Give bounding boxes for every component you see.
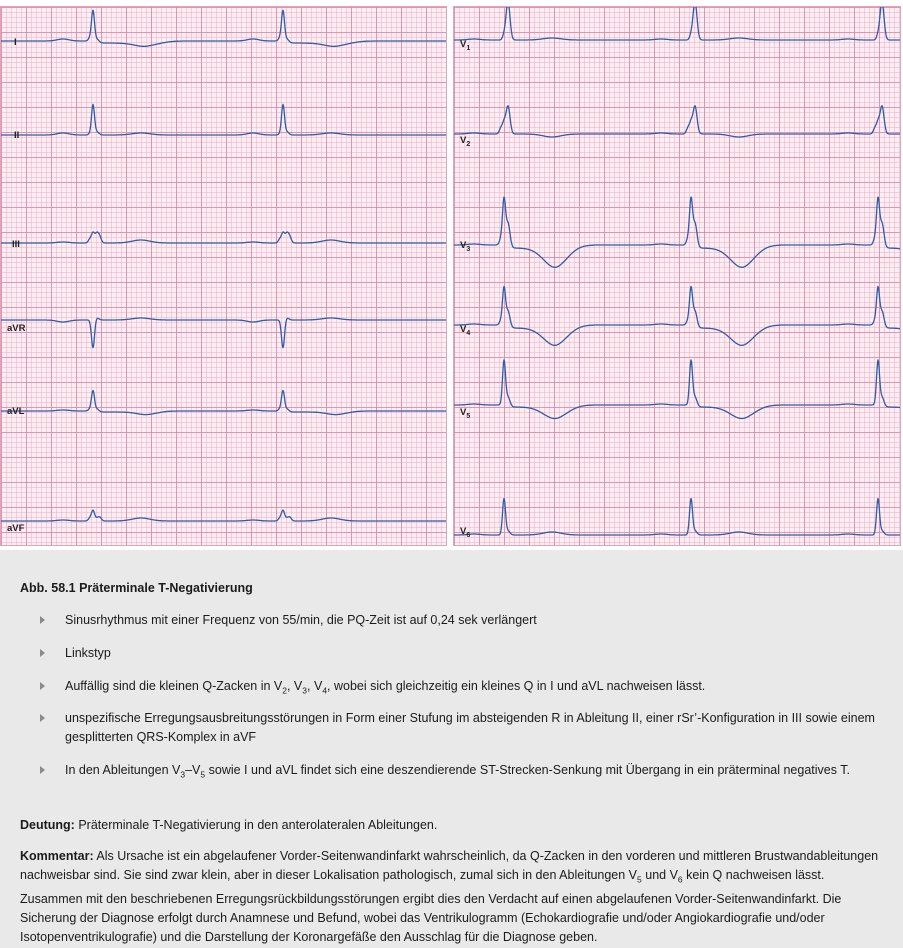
lead-label-aVF: aVF xyxy=(7,523,25,534)
interpretation-paragraph: Deutung: Präterminale T-Negativierung in den anterolateralen Ableitungen. xyxy=(20,818,438,832)
bullet-arrow-icon xyxy=(40,616,45,624)
ecg-trace xyxy=(1,510,446,521)
finding-text: unspezifische Erregungsausbreitungsstörungen in Form einer Stufung im absteigenden R in Ableitung II, einer rSr’-Konfiguration in III sowie einem gesplitterten QRS-Komplex in aVF xyxy=(65,711,875,744)
comment-label: Kommentar: xyxy=(20,849,94,863)
figure-caption-box xyxy=(0,550,903,948)
finding-text: Auffällig sind die kleinen Q-Zacken in $V_2$, $V_3$, $V_4$, wobei sich gleichzeitig ein kleines Q in I und aVL nachweisen lässt. xyxy=(65,679,706,696)
comment-paragraph: Kommentar: Als Ursache ist ein abgelaufener Vorder-Seitenwandinfarkt wahrscheinlich, da Q-Zacken in den vorderen und mittleren Brustwandableitungen nachweisbar sind. Sie sind zwar klein, aber in dieser Lokalisation pathologisch, zumal sich in den Ableitungen $V_5$ und $V_6$ kein Q nachweisen lässt. Zusammen mit den beschriebenen Erregungsrückbildungsstörungen ergibt dies den Verdacht auf einen abgelaufenen Vorder-Seitenwandinfarkt. Die Sicherung der Diagnose erfolgt durch Anamnese und Befund, wobei das Ventrikulogramm (Echokardiografie und/oder Angiokardiografie und/oder Isotopenventrikulografie) und die Darstellung der Koronargefäße den Ausschlag für die Diagnose geben. xyxy=(20,849,879,944)
lead-label-V4: $V_4$ xyxy=(460,324,471,337)
ecg-trace xyxy=(1,104,446,135)
lead-label-II: II xyxy=(14,130,20,141)
lead-label-aVL: aVL xyxy=(7,406,25,417)
lead-label-I: I xyxy=(14,37,17,48)
lead-label-V2: $V_2$ xyxy=(460,135,471,148)
bullet-arrow-icon xyxy=(40,649,45,657)
ecg-chest-traces xyxy=(454,7,900,545)
ecg-trace xyxy=(454,499,900,536)
finding-text: Sinusrhythmus mit einer Frequenz von 55/min, die PQ-Zeit ist auf 0,24 sek verlängert xyxy=(65,613,537,627)
lead-label-III: III xyxy=(12,239,20,250)
interpretation-label: Deutung: xyxy=(20,818,75,832)
ecg-trace xyxy=(454,7,900,40)
bullet-arrow-icon xyxy=(40,682,45,690)
figure-caption xyxy=(20,581,253,595)
lead-label-aVR: aVR xyxy=(7,323,26,334)
lead-label-V3: $V_3$ xyxy=(460,240,471,253)
ecg-trace xyxy=(1,232,446,243)
ecg-trace xyxy=(1,390,446,414)
ecg-trace xyxy=(1,318,446,348)
ecg-trace xyxy=(1,10,446,46)
finding-text: Linkstyp xyxy=(65,646,111,660)
bullet-arrow-icon xyxy=(40,766,45,774)
bullet-arrow-icon xyxy=(40,714,45,722)
ecg-limb-traces xyxy=(1,7,446,545)
ecg-trace xyxy=(454,286,900,345)
ecg-chest-leads-panel xyxy=(453,6,901,546)
ecg-trace xyxy=(454,360,900,419)
caption-label: Abb. 58.1 xyxy=(20,581,76,595)
ecg-trace xyxy=(454,197,900,267)
lead-label-V6: $V_6$ xyxy=(460,526,471,539)
lead-label-V5: $V_5$ xyxy=(460,407,471,420)
caption-title: Präterminale T-Negativierung xyxy=(79,581,253,595)
ecg-limb-leads-panel xyxy=(0,6,447,546)
finding-text: In den Ableitungen $V_3-V_5$ sowie I und aVL findet sich eine deszendierende ST-Strecken-Senkung mit Übergang in ein präterminal negatives T. xyxy=(65,763,850,780)
ecg-trace xyxy=(454,106,900,137)
lead-label-V1: $V_1$ xyxy=(460,39,471,52)
